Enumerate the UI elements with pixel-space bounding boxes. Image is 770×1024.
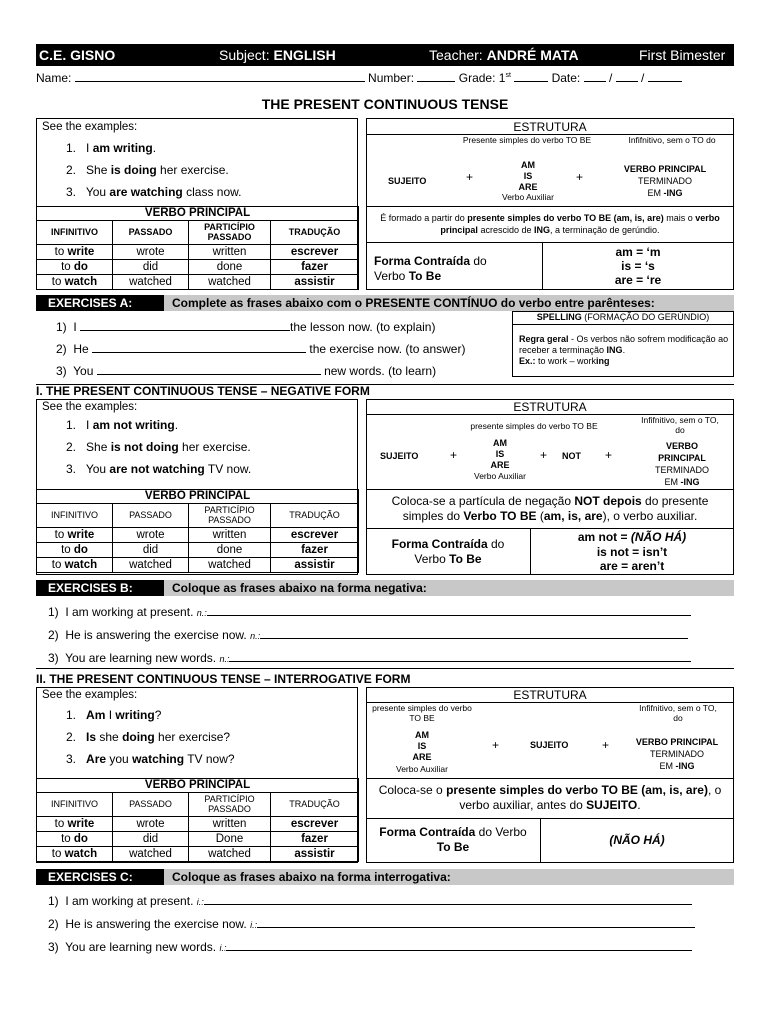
page-title: THE PRESENT CONTINUOUS TENSE	[261, 96, 509, 112]
estrutura-title: ESTRUTURA	[513, 400, 587, 414]
col-header: PASSADO	[113, 221, 189, 245]
verb-table-title: VERBO PRINCIPAL	[37, 207, 359, 221]
exercises-c-label: EXERCISES C:	[36, 869, 164, 885]
example-item: 2. She is not doing her exercise.	[66, 440, 251, 454]
exercise-item: 1) I am working at present. n.:	[48, 601, 691, 624]
name-field[interactable]	[75, 81, 365, 82]
example-item: 1. I am writing.	[66, 141, 157, 155]
exercises-b-bar	[36, 580, 734, 596]
exercise-item: 2) He is answering the exercise now. n.:	[48, 624, 691, 647]
contractions: am not = (NÃO HÁ) is not = isn’t are = aren’t	[577, 530, 687, 573]
verb-table-title: VERBO PRINCIPAL	[37, 490, 359, 504]
exercise-item: 3) You are learning new words. i.:	[48, 936, 695, 959]
forma-contraida-label: Forma Contraída do Verbo To Be	[379, 825, 527, 854]
exercises-a-instructions: Complete as frases abaixo com o PRESENTE CONTÍNUO do verbo entre parênteses:	[172, 296, 655, 310]
subject: Subject: ENGLISH	[219, 47, 336, 63]
col-header: PARTICÍPIO PASSADO	[189, 793, 271, 817]
col-header: TRADUÇÃO	[271, 221, 359, 245]
plus-sign: +	[466, 170, 474, 184]
to-be-forms: AM IS ARE	[490, 438, 510, 470]
date-day[interactable]	[584, 81, 606, 82]
aux-label: Verbo Auxiliar	[502, 192, 554, 202]
examples-list	[66, 704, 235, 770]
col-header: PARTICÍPIO PASSADO	[189, 221, 271, 245]
example-item: 2. She is doing her exercise.	[66, 163, 229, 177]
exercises-c-list	[48, 890, 695, 959]
grade-field[interactable]	[514, 81, 548, 82]
interrogation-rule: Coloca-se o presente simples do verbo TO BE (am, is, are), o verbo auxiliar, antes do SUJEITO.	[378, 783, 722, 812]
answer-blank[interactable]	[97, 374, 321, 375]
negation-rule: Coloca-se a partícula de negação NOT depois do presente simples do Verbo TO BE (am, is, are), o verbo auxiliar.	[391, 494, 709, 523]
spelling-title: SPELLING (FORMAÇÃO DO GERÚNDIO)	[536, 312, 710, 322]
exercise-item: 3) You are learning new words. n.:	[48, 647, 691, 670]
exercises-c-bar	[36, 869, 734, 885]
exercise-item: 2) He the exercise now. (to answer)	[56, 342, 466, 356]
exercise-item: 1) I am working at present. i.:	[48, 890, 695, 913]
interrogative-heading: II. THE PRESENT CONTINUOUS TENSE – INTERROGATIVE FORM	[36, 672, 411, 686]
col-header: INFINITIVO	[37, 221, 113, 245]
answer-blank[interactable]	[204, 904, 692, 905]
example-item: 3. Are you watching TV now?	[66, 752, 235, 766]
number-field[interactable]	[417, 81, 455, 82]
exercise-item: 2) He is answering the exercise now. i.:	[48, 913, 695, 936]
name-label: Name:	[36, 71, 72, 85]
example-item: 2. Is she doing her exercise?	[66, 730, 231, 744]
forma-contraida-label: Forma Contraída do Verbo To Be	[391, 537, 505, 566]
table-row: to write wrote written escrever	[37, 817, 359, 832]
verb-table	[36, 206, 359, 290]
table-row: to do did done fazer	[37, 260, 359, 275]
verbo-principal-ing: VERBO PRINCIPAL TERMINADO EM -ING	[623, 164, 707, 198]
examples-list	[66, 137, 241, 203]
exercises-a-bar	[36, 295, 734, 311]
example-item: 1. I am not writing.	[66, 418, 179, 432]
col-header: PASSADO	[113, 504, 189, 528]
exercises-a-label: EXERCISES A:	[36, 295, 164, 311]
date-month[interactable]	[616, 81, 638, 82]
answer-blank[interactable]	[226, 950, 692, 951]
answer-blank[interactable]	[257, 927, 695, 928]
presente-label: presente simples do verbo TO BE	[470, 421, 598, 431]
see-examples: See the examples:	[42, 121, 138, 133]
student-info	[36, 71, 682, 85]
exercises-b-list	[48, 601, 691, 670]
sujeito-label: SUJEITO	[380, 451, 419, 461]
contractions: am = ‘m is = ‘s are = ‘re	[614, 245, 662, 287]
table-row: to write wrote written escrever	[37, 245, 359, 260]
plus-sign: +	[540, 448, 548, 462]
period: First Bimester	[639, 47, 726, 63]
answer-blank[interactable]	[260, 638, 688, 639]
date-sep: /	[608, 71, 613, 85]
presente-label: presente simples do verbo TO BE	[372, 703, 472, 723]
plus-sign: +	[450, 448, 458, 462]
spelling-rule: Regra geral - Os verbos não sofrem modificação ao receber a terminação ING. Ex.: to work – working	[519, 334, 729, 366]
formation-rule: É formado a partir do presente simples do verbo TO BE (am, is, are) mais o verbo principal acrescido de ING, a terminação de gerúndio.	[380, 213, 720, 235]
verbo-principal-ing: VERBO PRINCIPAL TERMINADO EM -ING	[635, 737, 719, 771]
sujeito-label: SUJEITO	[530, 740, 569, 750]
presente-label: Presente simples do verbo TO BE	[462, 135, 592, 145]
table-row: to watch watched watched assistir	[37, 558, 359, 573]
exercise-item: 1) I the lesson now. (to explain)	[56, 320, 436, 334]
not-label: NOT	[562, 451, 581, 461]
date-sep: /	[640, 71, 645, 85]
plus-sign: +	[605, 448, 613, 462]
plus-sign: +	[576, 170, 584, 184]
infinitivo-label: Infifnitivo, sem o TO do	[628, 135, 716, 145]
infinitivo-label: Infifnitivo, sem o TO, do	[639, 703, 717, 723]
example-item: 1. Am I writing?	[66, 708, 162, 722]
exercises-c-instructions: Coloque as frases abaixo na forma interrogativa:	[172, 870, 451, 884]
answer-blank[interactable]	[80, 330, 290, 331]
to-be-forms: AM IS ARE	[518, 160, 538, 192]
table-row: to watch watched watched assistir	[37, 275, 359, 290]
col-header: INFINITIVO	[37, 793, 113, 817]
grade-label: Grade: 1	[458, 71, 506, 85]
table-row: to do did done fazer	[37, 543, 359, 558]
examples-list	[66, 414, 251, 480]
school-name: C.E. GISNO	[39, 47, 116, 63]
header-bar	[36, 44, 734, 66]
exercises-b-instructions: Coloque as frases abaixo na forma negativa:	[172, 581, 427, 595]
plus-sign: +	[602, 738, 610, 752]
no-contraction: (NÃO HÁ)	[609, 833, 665, 847]
col-header: PASSADO	[113, 793, 189, 817]
answer-blank[interactable]	[229, 661, 691, 662]
col-header: TRADUÇÃO	[271, 504, 359, 528]
date-year[interactable]	[648, 81, 682, 82]
table-row: to watch watched watched assistir	[37, 847, 359, 862]
infinitivo-label: Infifnitivo, sem o TO, do	[641, 415, 719, 435]
table-row: to write wrote written escrever	[37, 528, 359, 543]
teacher: Teacher: ANDRÉ MATA	[429, 47, 579, 63]
forma-contraida-label: Forma Contraída do Verbo To Be	[374, 254, 487, 283]
table-row: to do did Done fazer	[37, 832, 359, 847]
see-examples: See the examples:	[42, 689, 138, 701]
aux-label: Verbo Auxiliar	[396, 764, 448, 774]
verbo-principal-ing: VERBO PRINCIPAL TERMINADO EM -ING	[655, 441, 709, 487]
date-label: Date:	[551, 71, 581, 85]
aux-label: Verbo Auxiliar	[474, 471, 526, 481]
col-header: TRADUÇÃO	[271, 793, 359, 817]
exercise-item: 3) You new words. (to learn)	[56, 364, 437, 378]
answer-blank[interactable]	[207, 615, 691, 616]
answer-blank[interactable]	[92, 352, 306, 353]
example-item: 3. You are not watching TV now.	[66, 462, 252, 476]
verb-table	[36, 778, 359, 862]
exercises-b-label: EXERCISES B:	[36, 580, 164, 596]
col-header: PARTICÍPIO PASSADO	[189, 504, 271, 528]
plus-sign: +	[492, 738, 500, 752]
exercises-a-list	[56, 316, 465, 382]
grade-sup: st	[505, 72, 511, 79]
number-label: Number:	[368, 71, 415, 85]
verb-table-title: VERBO PRINCIPAL	[37, 779, 359, 793]
negative-heading: I. THE PRESENT CONTINUOUS TENSE – NEGATIVE FORM	[36, 384, 370, 398]
col-header: INFINITIVO	[37, 504, 113, 528]
estrutura-title: ESTRUTURA	[513, 688, 587, 702]
verb-table	[36, 489, 359, 573]
to-be-forms: AM IS ARE	[412, 730, 432, 762]
see-examples: See the examples:	[42, 401, 138, 413]
estrutura-title: ESTRUTURA	[513, 120, 587, 134]
example-item: 3. You are watching class now.	[66, 185, 242, 199]
sujeito-label: SUJEITO	[388, 176, 427, 186]
